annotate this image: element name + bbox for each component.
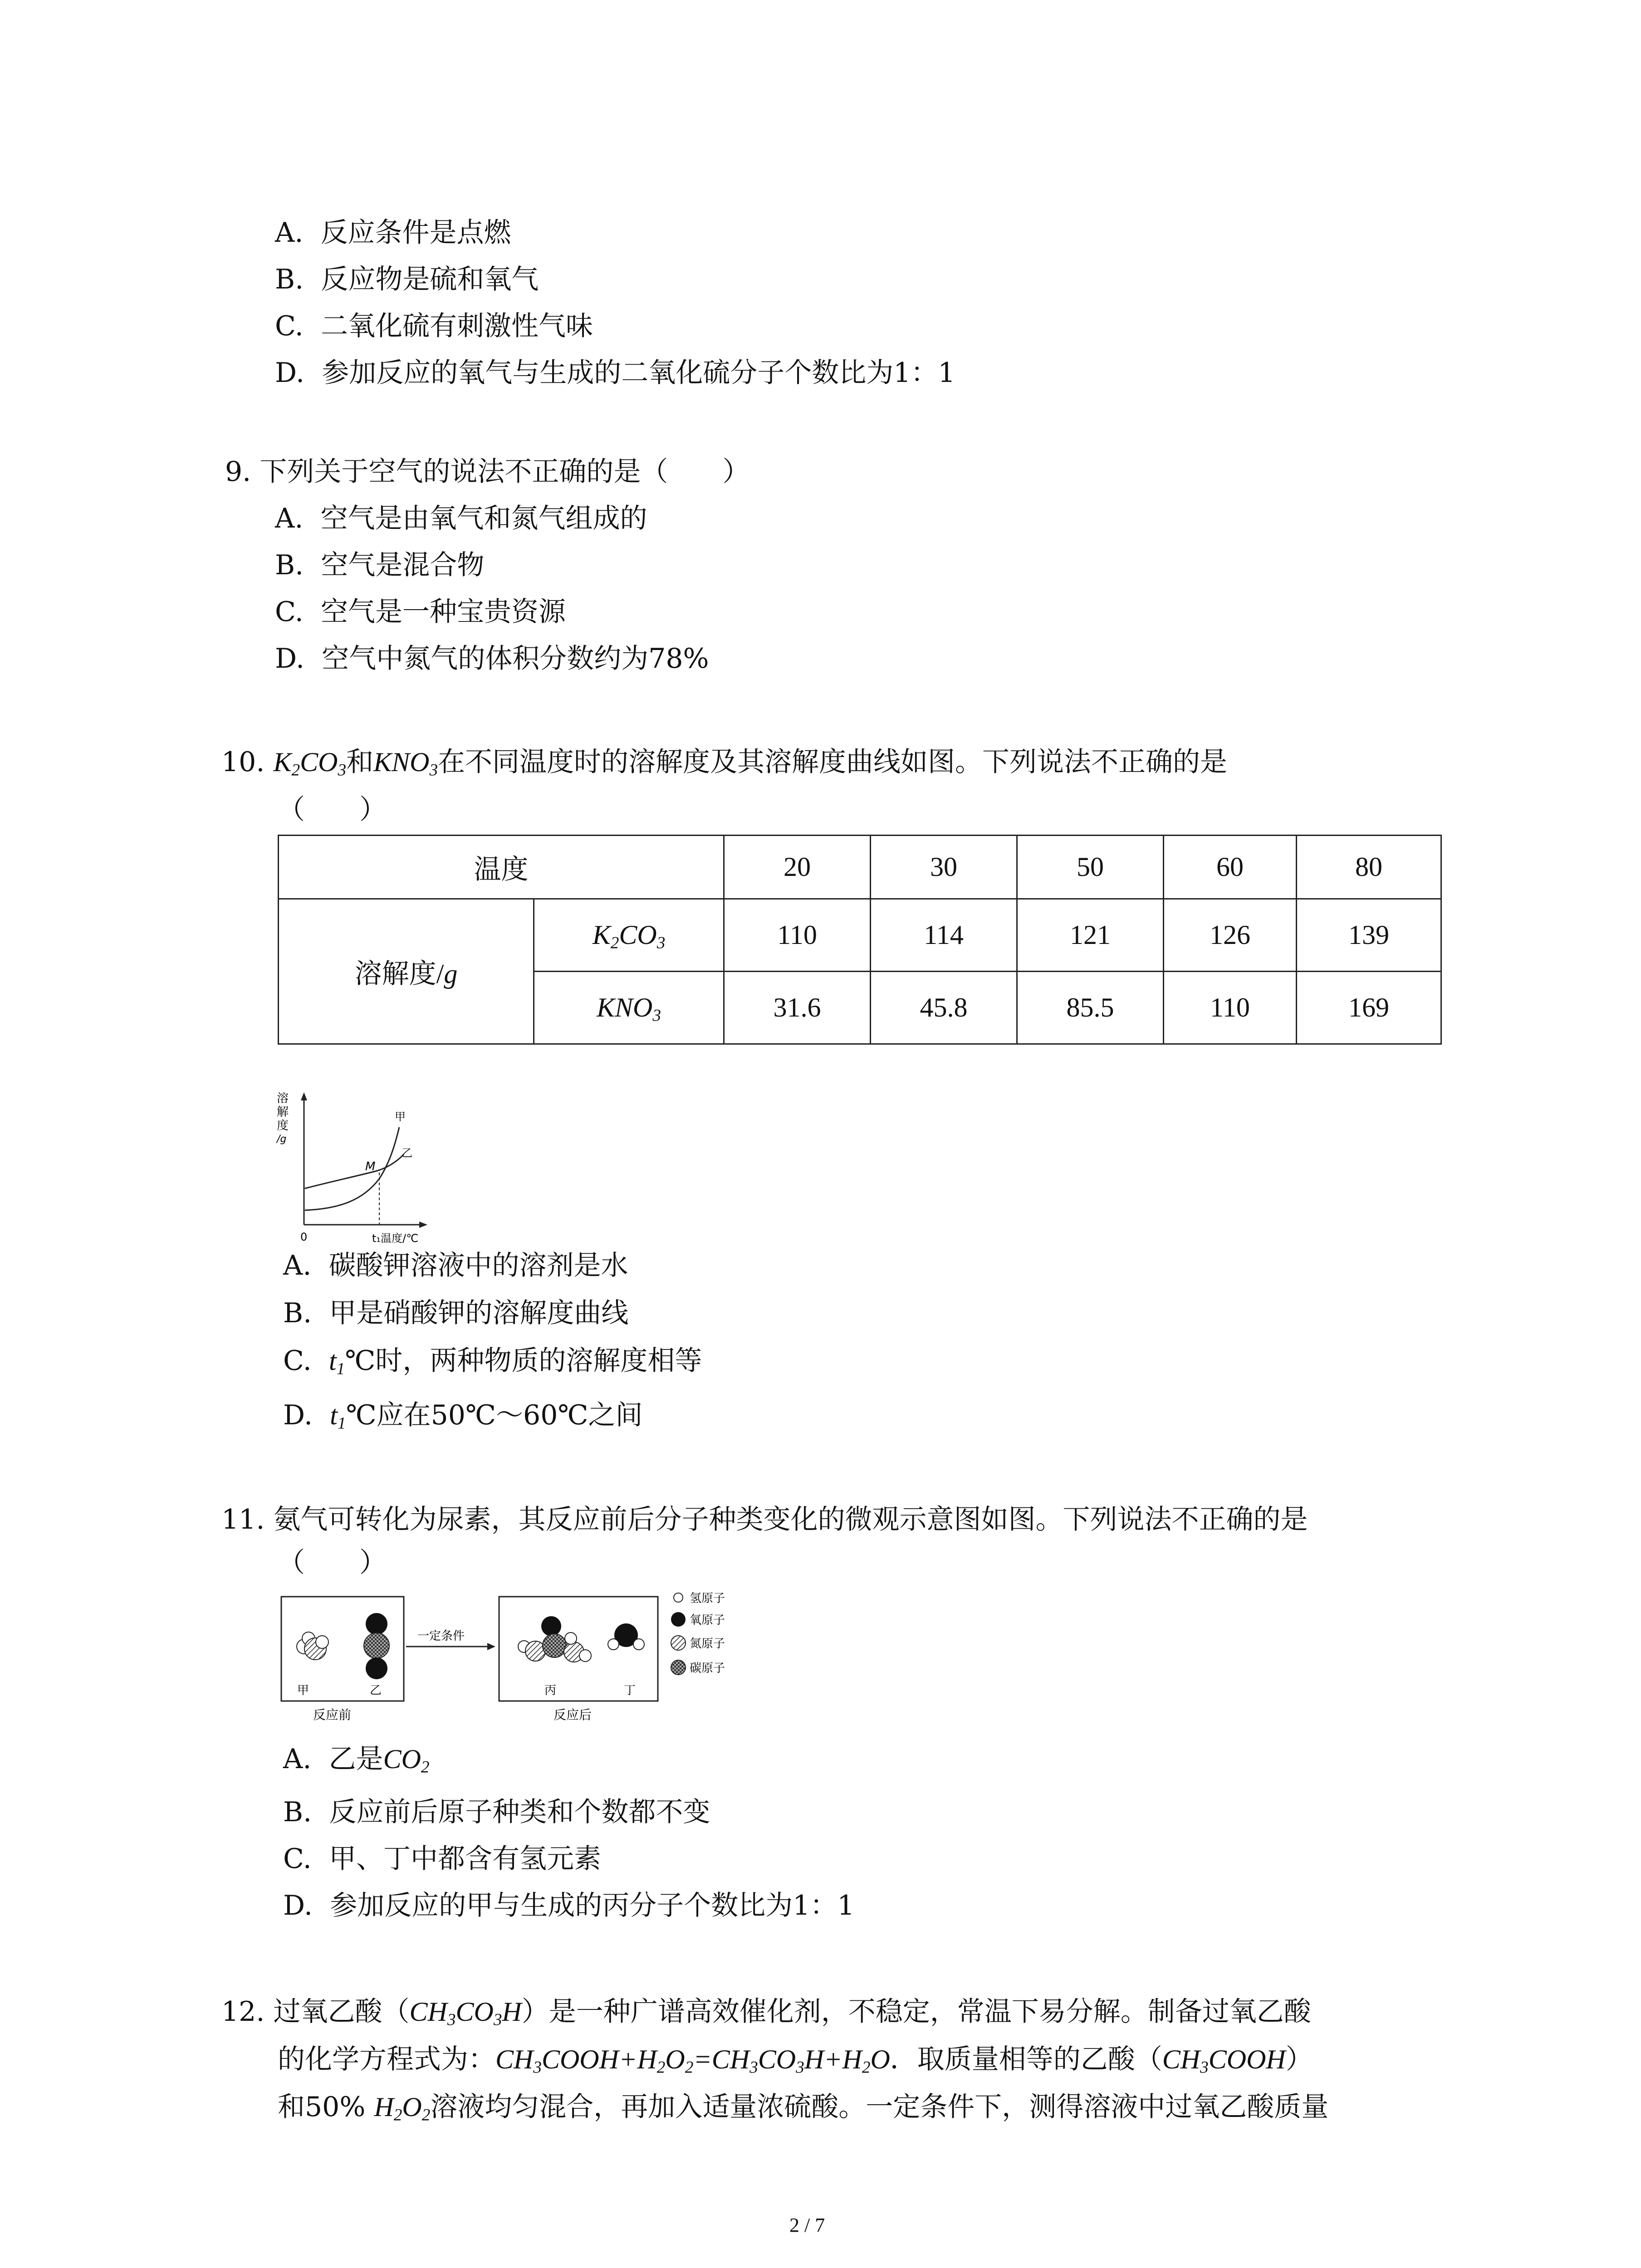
table-cell: 31.6 bbox=[724, 972, 871, 1044]
q9-option-d: D. 空气中氮气的体积分数约为78% bbox=[275, 643, 709, 675]
graph-y-label-4: /g bbox=[277, 1134, 287, 1145]
q10-paren: （ ） bbox=[278, 794, 387, 826]
q10-stem: 10. $K_2CO_3$和$KNO_3$在不同温度时的溶解度及其溶解度曲线如图。下列说法不正确的是 bbox=[221, 746, 1228, 780]
graph-x-label: t₁温度/℃ bbox=[372, 1232, 419, 1245]
legend-oxygen: 氧原子 bbox=[690, 1613, 725, 1627]
q8-option-c: C. 二氧化硫有刺激性气味 bbox=[275, 310, 593, 342]
molecule-bing bbox=[518, 1616, 591, 1662]
table-cell: 45.8 bbox=[871, 972, 1017, 1044]
q12-line-1: 12. 过氧乙酸$(CH_3CO_3H)$是一种广谱高效催化剂，不稳定，常温下易分解。制备过氧乙酸 bbox=[221, 1996, 1311, 2029]
before-caption: 反应前 bbox=[313, 1707, 352, 1722]
table-row-label-kno3: $KNO_3$ bbox=[534, 972, 724, 1044]
legend-nitrogen: 氮原子 bbox=[690, 1637, 725, 1651]
diagram-legend bbox=[671, 1592, 725, 1675]
table-cell: 85.5 bbox=[1017, 972, 1164, 1044]
table-cell: 126 bbox=[1164, 899, 1297, 972]
solubility-table bbox=[278, 835, 1442, 1045]
table-cell: 169 bbox=[1297, 972, 1441, 1044]
table-cell: 114 bbox=[871, 899, 1017, 972]
q11-option-c: C. 甲、丁中都含有氢元素 bbox=[283, 1843, 601, 1875]
point-m-label: M bbox=[365, 1160, 376, 1173]
molecule-jia bbox=[297, 1632, 328, 1660]
graph-origin: 0 bbox=[300, 1231, 308, 1243]
q10-option-c: C. $t_1℃$时，两种物质的溶解度相等 bbox=[283, 1345, 702, 1378]
q10-option-d: D. $t_1℃$应在50℃～60℃之间 bbox=[283, 1399, 643, 1433]
after-caption: 反应后 bbox=[554, 1707, 592, 1722]
table-temp: 60 bbox=[1164, 836, 1297, 899]
legend-carbon: 碳原子 bbox=[690, 1662, 725, 1675]
table-row-group-label: 溶解度/g bbox=[279, 899, 534, 1044]
q12-line-2: 的化学方程式为：$CH_3COOH+H_2O_2=CH_3CO_3H+H_2O$．取质量相等的乙酸$(CH_3COOH)$ bbox=[278, 2043, 1313, 2077]
graph-y-label-3: 度 bbox=[277, 1119, 289, 1133]
q8-option-b: B. 反应物是硫和氧气 bbox=[275, 264, 539, 295]
table-header-temperature: 温度 bbox=[279, 836, 724, 899]
q11-option-a: A. 乙是$CO_2$ bbox=[283, 1743, 430, 1777]
arrow-label: 一定条件 bbox=[417, 1629, 465, 1643]
label-yi: 乙 bbox=[370, 1684, 382, 1697]
reaction-diagram bbox=[277, 1588, 776, 1724]
q9-stem: 9. 下列关于空气的说法不正确的是（ ） bbox=[225, 456, 750, 488]
legend-hydrogen: 氢原子 bbox=[690, 1592, 725, 1605]
q10-option-a: A. 碳酸钾溶液中的溶剂是水 bbox=[283, 1250, 628, 1281]
curve-jia-label: 甲 bbox=[395, 1110, 406, 1123]
table-temp: 20 bbox=[724, 836, 871, 899]
table-cell: 121 bbox=[1017, 899, 1164, 972]
molecule-yi bbox=[364, 1613, 389, 1679]
curve-jia bbox=[305, 1127, 399, 1210]
page-number: 2 / 7 bbox=[789, 2214, 825, 2236]
curve-yi-label: 乙 bbox=[402, 1147, 412, 1159]
label-bing: 丙 bbox=[544, 1684, 557, 1697]
graph-y-label-2: 解 bbox=[277, 1105, 289, 1119]
graph-x-arrow bbox=[419, 1222, 427, 1228]
reaction-arrowhead bbox=[487, 1643, 495, 1650]
q11-paren: （ ） bbox=[278, 1547, 387, 1579]
table-temp: 50 bbox=[1017, 836, 1164, 899]
q9-option-b: B. 空气是混合物 bbox=[275, 549, 485, 581]
table-cell: 110 bbox=[724, 899, 871, 972]
q11-option-b: B. 反应前后原子种类和个数都不变 bbox=[283, 1796, 710, 1828]
molecule-ding bbox=[608, 1623, 644, 1650]
q8-option-d: D. 参加反应的氧气与生成的二氧化硫分子个数比为1：1 bbox=[275, 357, 955, 389]
q11-stem: 11. 氨气可转化为尿素，其反应前后分子种类变化的微观示意图如图。下列说法不正确的是 bbox=[221, 1504, 1308, 1535]
table-row-label-k2co3: $K_2CO_3$ bbox=[534, 899, 724, 972]
label-ding: 丁 bbox=[624, 1684, 636, 1697]
table-cell: 110 bbox=[1164, 972, 1297, 1044]
q9-option-c: C. 空气是一种宝贵资源 bbox=[275, 596, 566, 628]
q10-option-b: B. 甲是硝酸钾的溶解度曲线 bbox=[283, 1297, 629, 1329]
graph-y-label-1: 溶 bbox=[277, 1092, 289, 1105]
table-temp: 30 bbox=[871, 836, 1017, 899]
q11-option-d: D. 参加反应的甲与生成的丙分子个数比为1：1 bbox=[283, 1890, 855, 1921]
label-jia: 甲 bbox=[297, 1684, 309, 1697]
table-temp: 80 bbox=[1297, 836, 1441, 899]
table-cell: 139 bbox=[1297, 899, 1441, 972]
q9-option-a: A. 空气是由氧气和氮气组成的 bbox=[275, 503, 647, 534]
q8-option-a: A. 反应条件是点燃 bbox=[275, 217, 511, 249]
q12-line-3: 和50% $H_2O_2$溶液均匀混合，再加入适量浓硫酸。一定条件下，测得溶液中过氧乙酸质量 bbox=[278, 2091, 1329, 2125]
solubility-curve-graph bbox=[272, 1089, 463, 1247]
graph-y-arrow bbox=[301, 1092, 307, 1100]
